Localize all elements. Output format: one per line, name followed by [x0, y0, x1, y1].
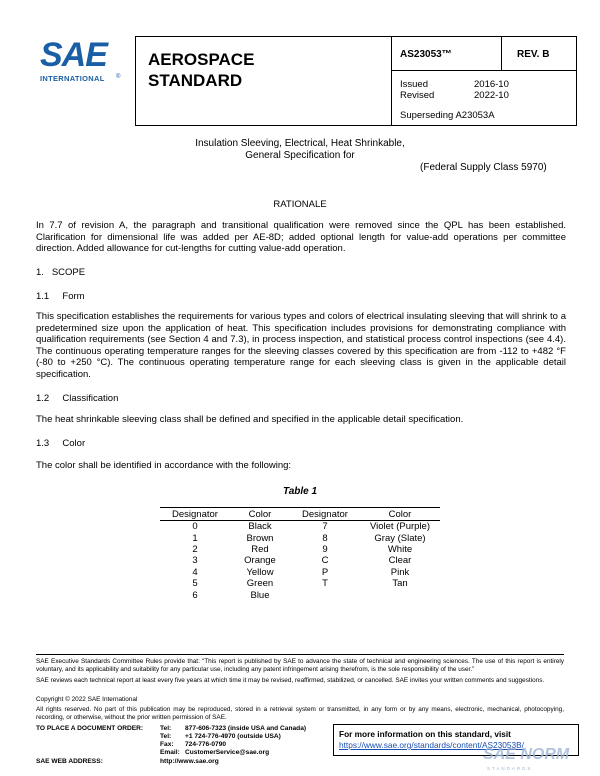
footer-review: SAE reviews each technical report at least every five years at which time it may be revised, reaffirmed, stabilized, or cancelled. SAE invites your written comments and suggestions.	[36, 677, 545, 684]
watermark-subtitle: STANDARDS	[487, 766, 533, 771]
section-form-heading: 1.1 Form	[36, 291, 85, 302]
table-row: 1 Brown 8 Gray (Slate)	[192, 532, 426, 544]
footer-copyright: Copyright © 2022 SAE International	[36, 696, 138, 703]
table-row: 5 Green T Tan	[192, 578, 408, 590]
sae-logo: SAE	[40, 36, 107, 74]
section-classification-text: The heat shrinkable sleeving class shall be defined and specified in the applicable detail specification.	[36, 414, 464, 425]
column-header: Designator	[290, 508, 360, 521]
web-link[interactable]: http://www.sae.org	[160, 758, 219, 765]
table-row: 4 Yellow P Pink	[192, 566, 410, 578]
document-header-box	[135, 36, 577, 126]
rationale-text: In 7.7 of revision A, the paragraph and transitional qualification were removed since the QPL has been established. Clarification for dimensional life was added per AE-8D; added optional length for value-add operations per committee direction. Added allowance for cut-lengths for cutting value-add operation.	[36, 220, 566, 255]
footer-rights: All rights reserved. No part of this publication may be reproduced, stored in a retrieval system or transmitted, in any form or by any means, electronic, mechanical, photocopying, recording, or otherwise, without the prior written permission of SAE.	[36, 706, 564, 721]
spec-title-line2: General Specification for	[245, 150, 355, 161]
color-designator-table	[160, 507, 440, 601]
table-row: 6 Blue	[192, 589, 270, 601]
revised-date: 2022-10	[474, 90, 509, 101]
table-row: 2 Red 9 White	[192, 543, 413, 555]
document-type: AEROSPACE STANDARD	[148, 50, 255, 90]
table-row: 3 Orange C Clear	[192, 555, 412, 567]
info-title: For more information on this standard, visit	[339, 729, 511, 739]
supply-class: (Federal Supply Class 5970)	[420, 162, 547, 173]
tel-label: Tel:	[160, 725, 172, 732]
table-row: 0 Black 7 Violet (Purple)	[192, 521, 431, 533]
revised-label: Revised	[400, 90, 435, 101]
fax-number: 724-776-0790	[185, 741, 227, 748]
email-label: Email:	[160, 749, 180, 756]
footer-divider	[36, 654, 564, 655]
column-header: Designator	[160, 508, 230, 521]
revision-label: REV. B	[517, 49, 550, 60]
info-url-link[interactable]: https://www.sae.org/standards/content/AS23053B/	[339, 740, 524, 750]
order-label: TO PLACE A DOCUMENT ORDER:	[36, 725, 144, 732]
fax-label: Fax:	[160, 741, 174, 748]
section-scope-heading: 1. SCOPE	[36, 267, 86, 278]
column-header: Color	[230, 508, 290, 521]
rationale-heading: RATIONALE	[273, 199, 327, 210]
registered-mark: ®	[116, 74, 121, 80]
web-label: SAE WEB ADDRESS:	[36, 758, 103, 765]
table-caption: Table 1	[282, 486, 318, 497]
spec-title-line1: Insulation Sleeving, Electrical, Heat Shrinkable,	[195, 138, 405, 149]
tel-label: Tel:	[160, 733, 172, 740]
document-number: AS23053™	[400, 49, 452, 60]
sae-logo-subtitle: INTERNATIONAL	[40, 74, 105, 83]
column-header: Color	[360, 508, 440, 521]
superseding-note: Superseding A23053A	[400, 110, 495, 121]
issued-date: 2016-10	[474, 79, 509, 90]
footer-rules: SAE Executive Standards Committee Rules provide that: “This report is published by SAE to advance the state of technical and engineering sciences. The use of this report is entirely voluntary, and its applicability and suitability for any particular use, including any patent infringement arising therefrom, is the sole responsibility of the user.”	[36, 658, 564, 673]
section-form-text: This specification establishes the requirements for various types and colors of electrical insulating sleeving that will shrink to a predetermined size upon the application of heat. This specification includes provisions for demonstrating compliance with qualification requirements (see Section 4 and 7.3), in process inspection, and statistical process control inspections (see 4.4). The continuous operating temperature ranges for the sleeving classes covered by this specification are from -112 to +482 °F (-80 to +250 °C). The continuous operating temperature range for each sleeving class is given in the applicable detail specification.	[36, 311, 566, 380]
section-color-text: The color shall be identified in accordance with the following:	[36, 460, 292, 471]
tel-inside: 877-606-7323 (inside USA and Canada)	[185, 725, 307, 732]
issued-label: Issued	[400, 79, 428, 90]
email-link[interactable]: CustomerService@sae.org	[185, 749, 270, 756]
table-header-row	[160, 508, 440, 521]
section-color-heading: 1.3 Color	[36, 438, 86, 449]
tel-outside: +1 724-776-4970 (outside USA)	[185, 733, 281, 740]
watermark: SAE NORM	[483, 746, 570, 763]
section-classification-heading: 1.2 Classification	[36, 393, 119, 404]
